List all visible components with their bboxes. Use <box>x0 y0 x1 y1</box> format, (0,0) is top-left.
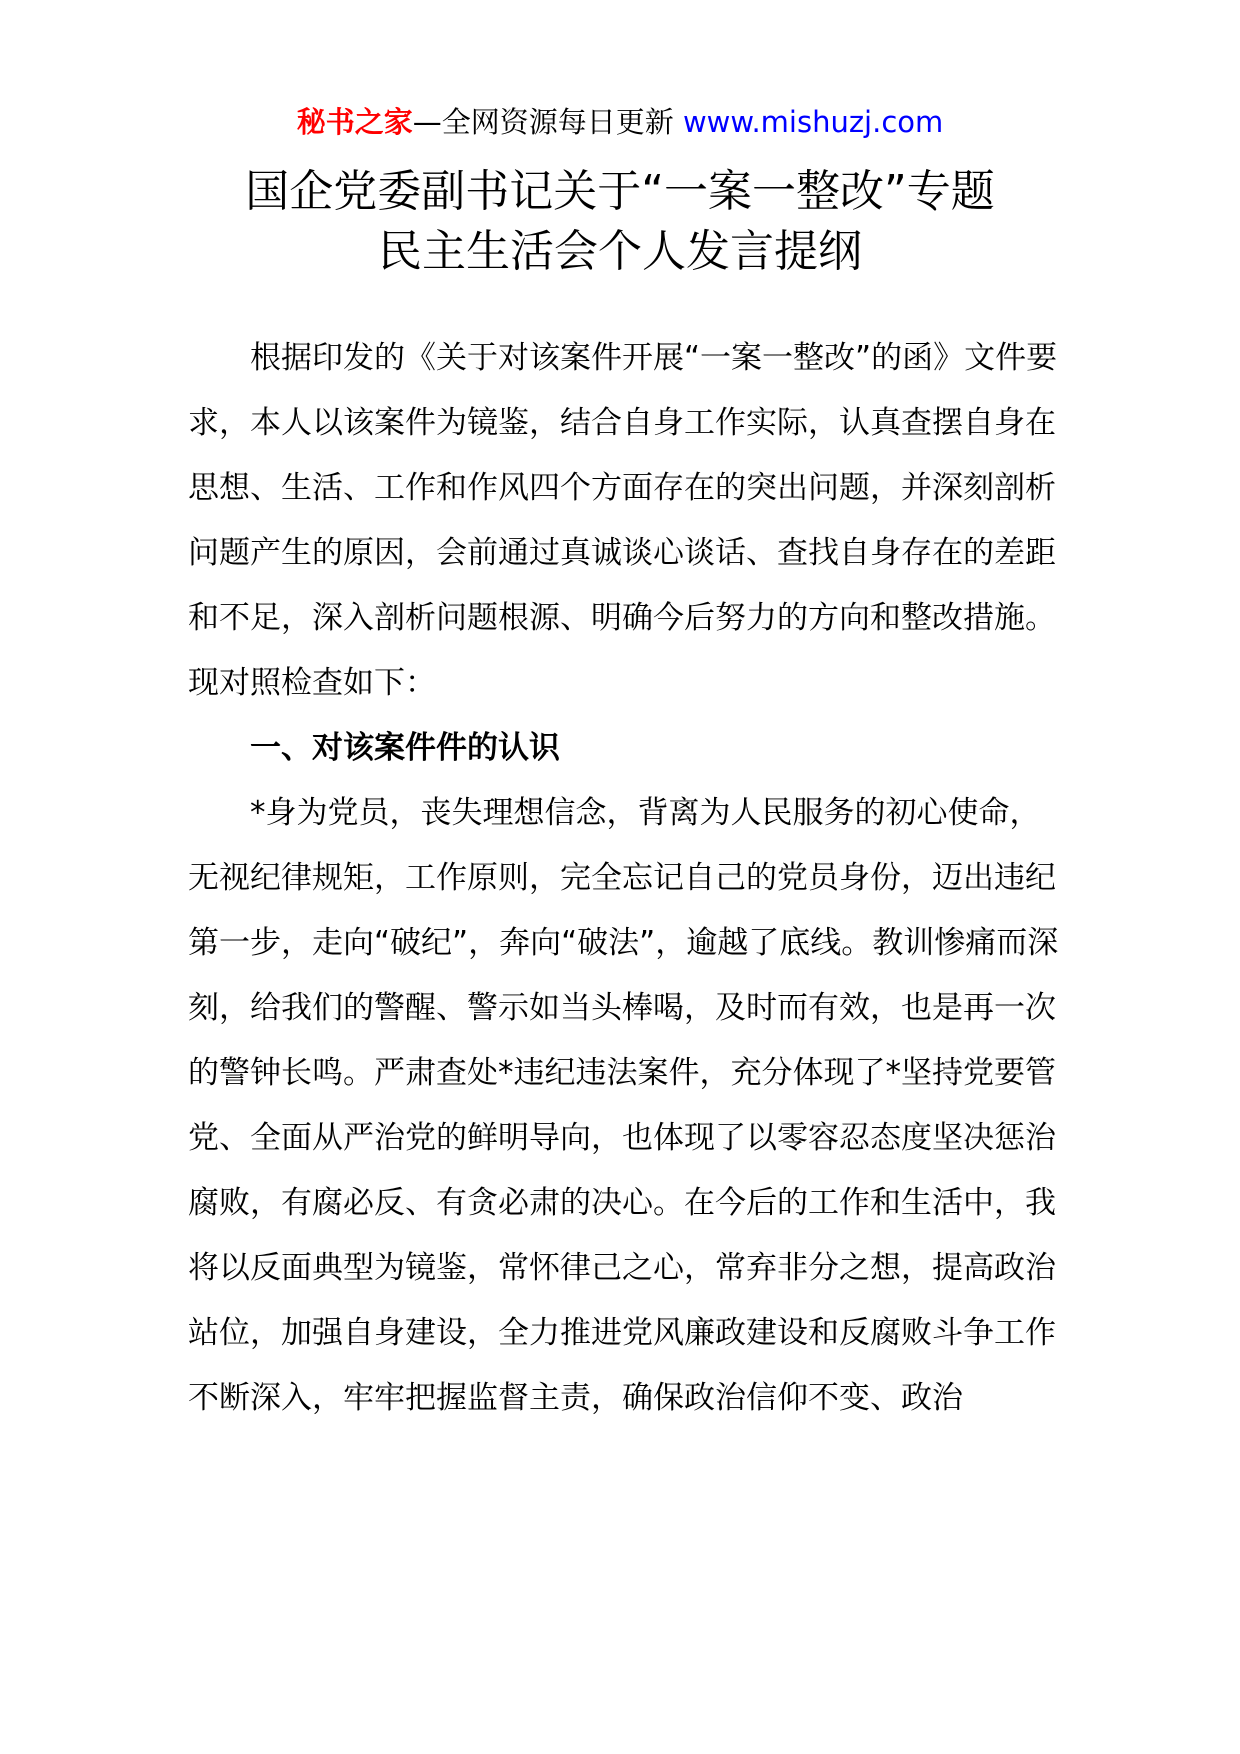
site-link[interactable]: www.mishuzj.com <box>682 105 944 139</box>
intro-paragraph: 根据印发的《关于对该案件开展“一案一整改”的函》文件要求，本人以该案件为镜鉴，结合自身工作实际，认真查摆自身在思想、生活、工作和作风四个方面存在的突出问题，并深刻剖析问题产生的原因，会前通过真诚谈心谈话、查找自身存在的差距和不足，深入剖析问题根源、明确今后努力的方向和整改措施。现对照检查如下： <box>188 340 1058 701</box>
title-line-2: 民主生活会个人发言提纲 <box>378 226 862 277</box>
header-slogan: —全网资源每日更新 <box>412 105 674 139</box>
watermark-header <box>0 102 1240 142</box>
title-line-1: 国企党委副书记关于“一案一整改”专题 <box>245 166 995 217</box>
section-heading-1: 一、对该案件件的认识 <box>250 730 560 766</box>
brand-name: 秘书之家 <box>296 105 413 139</box>
document-title <box>0 162 1240 282</box>
section-1-paragraph: *身为党员，丧失理想信念，背离为人民服务的初心使命，无视纪律规矩，工作原则，完全忘记自己的党员身份，迈出违纪第一步，走向“破纪”，奔向“破法”，逾越了底线。教训惨痛而深刻，给我们的警醒、警示如当头棒喝，及时而有效，也是再一次的警钟长鸣。严肃查处*违纪违法案件，充分体现了*坚持党要管党、全面从严治党的鲜明导向，也体现了以零容忍态度坚决惩治腐败，有腐必反、有贪必肃的决心。在今后的工作和生活中，我将以反面典型为镜鉴，常怀律己之心，常弃非分之想，提高政治站位，加强自身建设，全力推进党风廉政建设和反腐败斗争工作不断深入，牢牢把握监督主责，确保政治信仰不变、政治 <box>188 795 1059 1416</box>
document-body <box>188 326 1068 1431</box>
